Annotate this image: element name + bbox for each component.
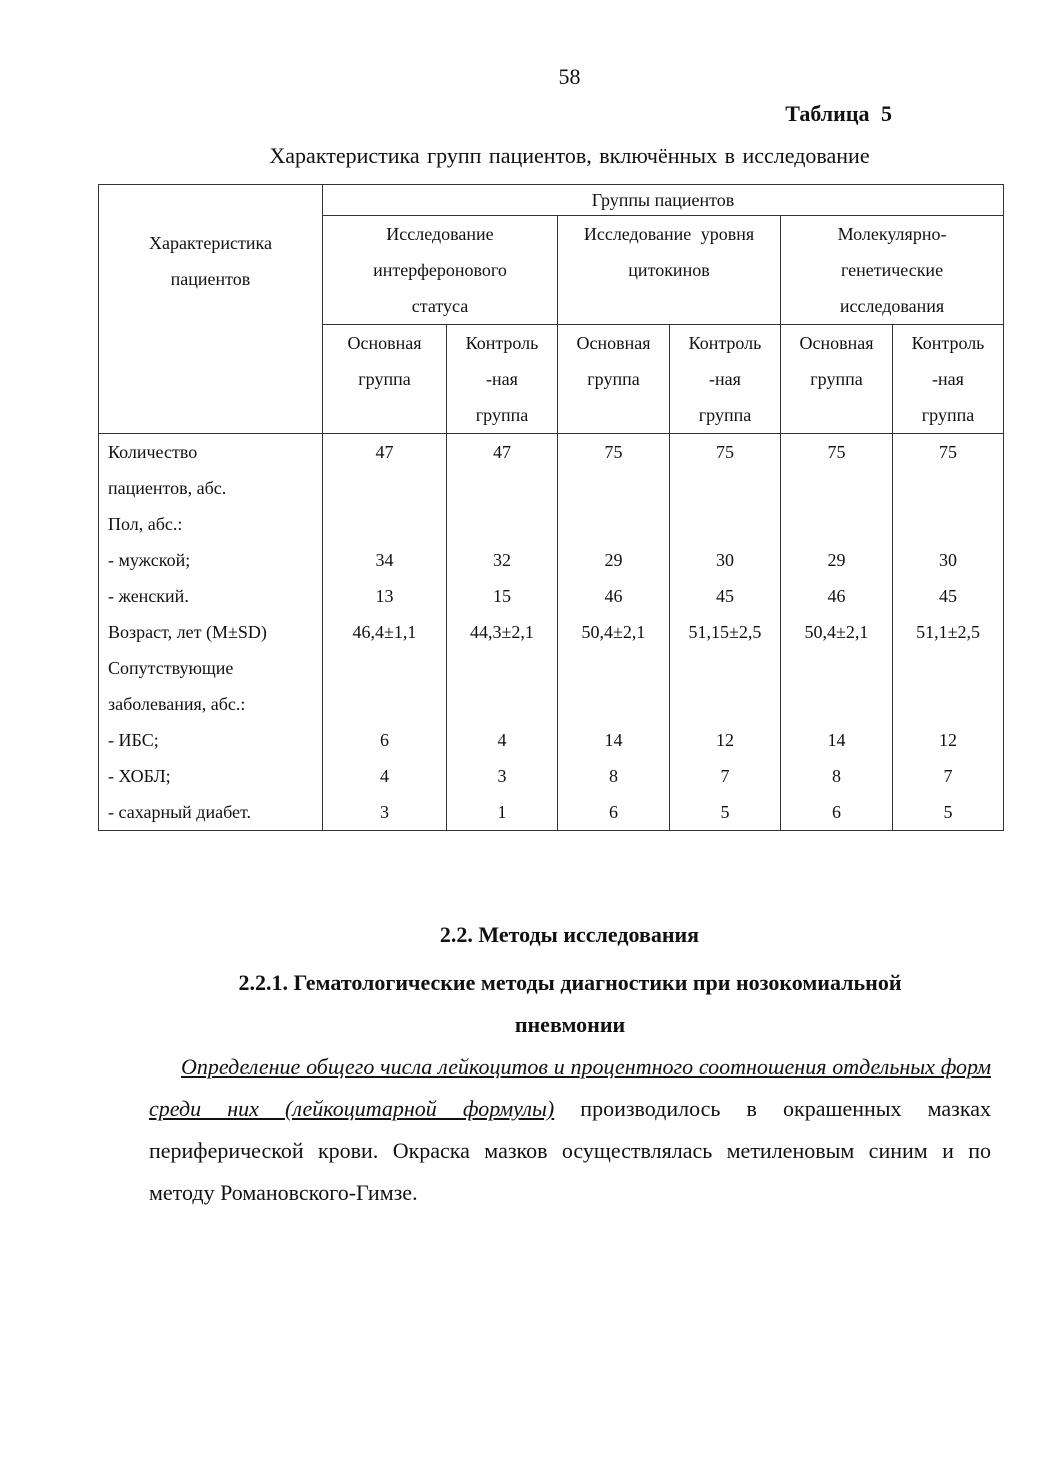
page-number: 58 bbox=[558, 64, 581, 89]
value-cell: 12 bbox=[893, 722, 1004, 758]
value-cell: 50,4±2,1 bbox=[781, 614, 893, 650]
value-cell: 13 bbox=[323, 578, 447, 614]
subgroup-line: -ная bbox=[932, 369, 964, 389]
value-cell: 45 bbox=[670, 578, 781, 614]
subgroup-line: группа bbox=[358, 369, 411, 389]
value-cell: 6 bbox=[558, 794, 670, 831]
body-paragraph bbox=[149, 1046, 991, 1214]
row-label: Пол, абс.: bbox=[99, 506, 323, 542]
value-cell: 5 bbox=[670, 794, 781, 831]
value-cell bbox=[558, 650, 670, 686]
value-cell: 47 bbox=[447, 434, 558, 471]
value-cell: 30 bbox=[670, 542, 781, 578]
value-cell: 75 bbox=[558, 434, 670, 471]
groups-header: Группы пациентов bbox=[323, 185, 1004, 216]
subsection-heading: 2.2.1. Гематологические методы диагностики при нозокомиальной пневмонии bbox=[238, 970, 902, 1037]
study-line: Исследование bbox=[386, 224, 494, 244]
row-label: заболевания, абс.: bbox=[99, 686, 323, 722]
study-line: Исследование уровня bbox=[583, 224, 755, 244]
value-cell: 44,3±2,1 bbox=[447, 614, 558, 650]
row-label: Возраст, лет (M±SD) bbox=[99, 614, 323, 650]
value-cell: 14 bbox=[558, 722, 670, 758]
study-line: статуса bbox=[411, 296, 469, 316]
value-cell bbox=[781, 470, 893, 506]
value-cell bbox=[893, 470, 1004, 506]
table-row bbox=[99, 542, 1004, 578]
value-cell bbox=[447, 506, 558, 542]
value-cell: 46,4±1,1 bbox=[323, 614, 447, 650]
value-cell: 75 bbox=[670, 434, 781, 471]
subgroup-header bbox=[781, 325, 893, 434]
value-cell: 7 bbox=[893, 758, 1004, 794]
value-cell: 7 bbox=[670, 758, 781, 794]
row-label: пациентов, абс. bbox=[99, 470, 323, 506]
value-cell: 4 bbox=[447, 722, 558, 758]
subgroup-line: Основная bbox=[347, 333, 422, 353]
table-row bbox=[99, 506, 1004, 542]
subgroup-line: группа bbox=[587, 369, 640, 389]
value-cell bbox=[447, 686, 558, 722]
value-cell bbox=[670, 650, 781, 686]
subgroup-header bbox=[893, 325, 1004, 434]
value-cell bbox=[893, 506, 1004, 542]
value-cell bbox=[670, 470, 781, 506]
value-cell: 30 bbox=[893, 542, 1004, 578]
subgroup-header bbox=[670, 325, 781, 434]
table-row bbox=[99, 794, 1004, 831]
value-cell: 47 bbox=[323, 434, 447, 471]
row-label: - мужской; bbox=[99, 542, 323, 578]
value-cell bbox=[558, 506, 670, 542]
value-cell: 29 bbox=[781, 542, 893, 578]
study-header-genetic bbox=[781, 216, 1004, 325]
table-row bbox=[99, 722, 1004, 758]
study-header-interferon bbox=[323, 216, 558, 325]
value-cell: 75 bbox=[893, 434, 1004, 471]
value-cell bbox=[323, 506, 447, 542]
value-cell: 6 bbox=[781, 794, 893, 831]
value-cell: 45 bbox=[893, 578, 1004, 614]
study-line: исследования bbox=[839, 296, 945, 316]
value-cell bbox=[670, 506, 781, 542]
value-cell bbox=[447, 470, 558, 506]
value-cell: 3 bbox=[323, 794, 447, 831]
value-cell: 4 bbox=[323, 758, 447, 794]
row-label: - ХОБЛ; bbox=[99, 758, 323, 794]
subgroup-header bbox=[323, 325, 447, 434]
subgroup-line: группа bbox=[921, 405, 975, 425]
table-row bbox=[99, 758, 1004, 794]
table-row bbox=[99, 686, 1004, 722]
subgroup-line: Основная bbox=[799, 333, 874, 353]
table-row bbox=[99, 434, 1004, 471]
value-cell: 51,15±2,5 bbox=[670, 614, 781, 650]
table-row bbox=[99, 578, 1004, 614]
value-cell: 29 bbox=[558, 542, 670, 578]
row-header-line: пациентов bbox=[170, 269, 251, 289]
value-cell: 14 bbox=[781, 722, 893, 758]
value-cell bbox=[558, 686, 670, 722]
value-cell bbox=[893, 686, 1004, 722]
value-cell: 8 bbox=[781, 758, 893, 794]
value-cell bbox=[558, 470, 670, 506]
subgroup-line: -ная bbox=[486, 369, 518, 389]
table-row bbox=[99, 470, 1004, 506]
subgroup-line: Контроль bbox=[688, 333, 762, 353]
value-cell bbox=[781, 650, 893, 686]
value-cell: 6 bbox=[323, 722, 447, 758]
paragraph-text: производилось в окрашенных мазках периферической крови. Окраска мазков осуществлялась метиленовым синим и по методу Романовского-Гимзе. bbox=[149, 1096, 991, 1205]
value-cell: 50,4±2,1 bbox=[558, 614, 670, 650]
value-cell: 51,1±2,5 bbox=[893, 614, 1004, 650]
table-label: Таблица 5 bbox=[785, 101, 892, 126]
value-cell: 8 bbox=[558, 758, 670, 794]
value-cell: 1 bbox=[447, 794, 558, 831]
table-caption: Характеристика групп пациентов, включённых в исследование bbox=[269, 143, 870, 168]
table-row bbox=[99, 614, 1004, 650]
value-cell: 46 bbox=[558, 578, 670, 614]
value-cell: 34 bbox=[323, 542, 447, 578]
value-cell bbox=[447, 650, 558, 686]
study-line: Молекулярно- bbox=[837, 224, 947, 244]
row-label: - женский. bbox=[99, 578, 323, 614]
subgroup-line: -ная bbox=[709, 369, 741, 389]
study-line: генетические bbox=[840, 260, 944, 280]
value-cell bbox=[670, 686, 781, 722]
row-label: - ИБС; bbox=[99, 722, 323, 758]
study-line: интерферонового bbox=[373, 260, 507, 280]
value-cell: 32 bbox=[447, 542, 558, 578]
value-cell bbox=[323, 650, 447, 686]
value-cell bbox=[781, 686, 893, 722]
subgroup-line: группа bbox=[810, 369, 863, 389]
subgroup-line: группа bbox=[475, 405, 529, 425]
table-row bbox=[99, 650, 1004, 686]
study-line: цитокинов bbox=[628, 260, 710, 280]
value-cell: 46 bbox=[781, 578, 893, 614]
value-cell bbox=[323, 470, 447, 506]
subgroup-line: группа bbox=[698, 405, 752, 425]
subgroup-line: Контроль bbox=[911, 333, 985, 353]
value-cell bbox=[323, 686, 447, 722]
value-cell: 75 bbox=[781, 434, 893, 471]
subgroup-line: Основная bbox=[576, 333, 651, 353]
value-cell bbox=[893, 650, 1004, 686]
row-label: Количество bbox=[99, 434, 323, 471]
value-cell: 12 bbox=[670, 722, 781, 758]
row-label: Сопутствующие bbox=[99, 650, 323, 686]
subgroup-line: Контроль bbox=[465, 333, 539, 353]
value-cell bbox=[781, 506, 893, 542]
patient-groups-table bbox=[98, 184, 1004, 831]
section-heading: 2.2. Методы исследования bbox=[439, 922, 700, 947]
study-header-cytokines bbox=[558, 216, 781, 325]
paragraph-emphasis: Определение общего числа лейкоцитов и процентного соотношения отдельных форм среди них (лейкоцитарной формулы) bbox=[149, 1054, 991, 1121]
subgroup-header bbox=[447, 325, 558, 434]
value-cell: 3 bbox=[447, 758, 558, 794]
row-header-line: Характеристика bbox=[149, 233, 272, 253]
value-cell: 5 bbox=[893, 794, 1004, 831]
row-label: - сахарный диабет. bbox=[99, 794, 323, 831]
subgroup-header bbox=[558, 325, 670, 434]
value-cell: 15 bbox=[447, 578, 558, 614]
row-header-cell bbox=[99, 185, 323, 434]
